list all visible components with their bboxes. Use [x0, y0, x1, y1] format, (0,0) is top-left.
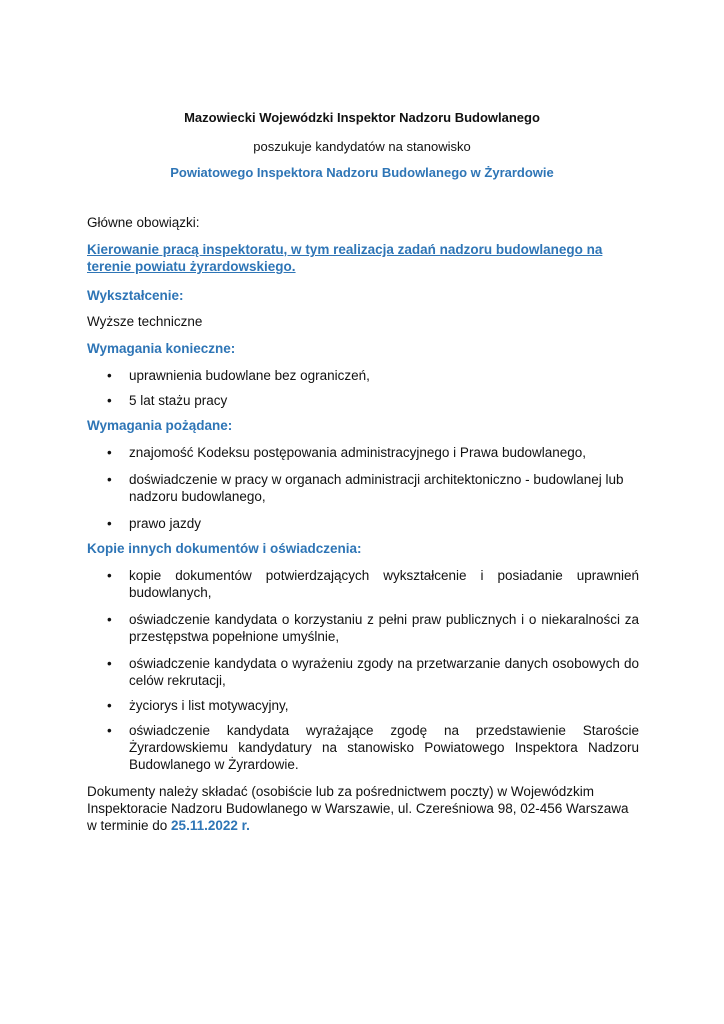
bullet-icon: • — [107, 516, 112, 531]
bullet-icon: • — [107, 472, 112, 487]
list-item-text: oświadczenie kandydata o wyrażeniu zgody na przetwarzanie danych osobowych do celów rekrutacji, — [129, 656, 639, 688]
list-item-text: znajomość Kodeksu postępowania administracyjnego i Prawa budowlanego, — [129, 445, 587, 460]
education-label: Wykształcenie: — [87, 288, 184, 303]
duties-text: Kierowanie pracą inspektoratu, w tym realizacja zadań nadzoru budowlanego na terenie powiatu żyrardowskiego. — [87, 242, 603, 274]
bullet-icon: • — [107, 568, 112, 583]
bullet-icon: • — [107, 393, 112, 408]
submission-info — [87, 783, 639, 834]
position-title: Powiatowego Inspektora Nadzoru Budowlanego w Żyrardowie — [170, 165, 554, 180]
list-item-text: doświadczenie w pracy w organach administracji architektoniczno - budowlanej lub nadzoru budowlanego, — [129, 472, 624, 504]
deadline-date: 25.11.2022 r. — [171, 818, 250, 833]
bullet-icon: • — [107, 368, 112, 383]
bullet-icon: • — [107, 656, 112, 671]
bullet-icon: • — [107, 723, 112, 738]
list-item-text: życiorys i list motywacyjny, — [129, 698, 289, 713]
announcement-subtitle: poszukuje kandydatów na stanowisko — [253, 139, 471, 154]
duties-label: Główne obowiązki: — [87, 215, 200, 230]
list-item-text: prawo jazdy — [129, 516, 202, 531]
desired-label: Wymagania pożądane: — [87, 418, 233, 433]
required-label: Wymagania konieczne: — [87, 341, 236, 356]
bullet-icon: • — [107, 698, 112, 713]
list-item-text: oświadczenie kandydata wyrażające zgodę na przedstawienie Staroście Żyrardowskiemu kandydatury na stanowisko Powiatowego Inspektora Nadzoru Budowlanego w Żyrardowie. — [129, 723, 639, 772]
submission-text: Dokumenty należy składać (osobiście lub za pośrednictwem poczty) w Wojewódzkim Inspektoracie Nadzoru Budowlanego w Warszawie, ul. Czereśniowa 98, 02-456 Warszawa w terminie do — [87, 784, 629, 833]
list-item-text: kopie dokumentów potwierdzających wykształcenie i posiadanie uprawnień budowlanych, — [129, 568, 639, 600]
list-item-text: 5 lat stażu pracy — [129, 393, 228, 408]
bullet-icon: • — [107, 612, 112, 627]
list-item-text: uprawnienia budowlane bez ograniczeń, — [129, 368, 370, 383]
list-item-text: oświadczenie kandydata o korzystaniu z pełni praw publicznych i o niekaralności za przestępstwa popełnione umyślnie, — [129, 612, 639, 644]
documents-label: Kopie innych dokumentów i oświadczenia: — [87, 541, 362, 556]
education-value: Wyższe techniczne — [87, 314, 203, 329]
issuer-title: Mazowiecki Wojewódzki Inspektor Nadzoru Budowlanego — [184, 110, 540, 125]
bullet-icon: • — [107, 445, 112, 460]
